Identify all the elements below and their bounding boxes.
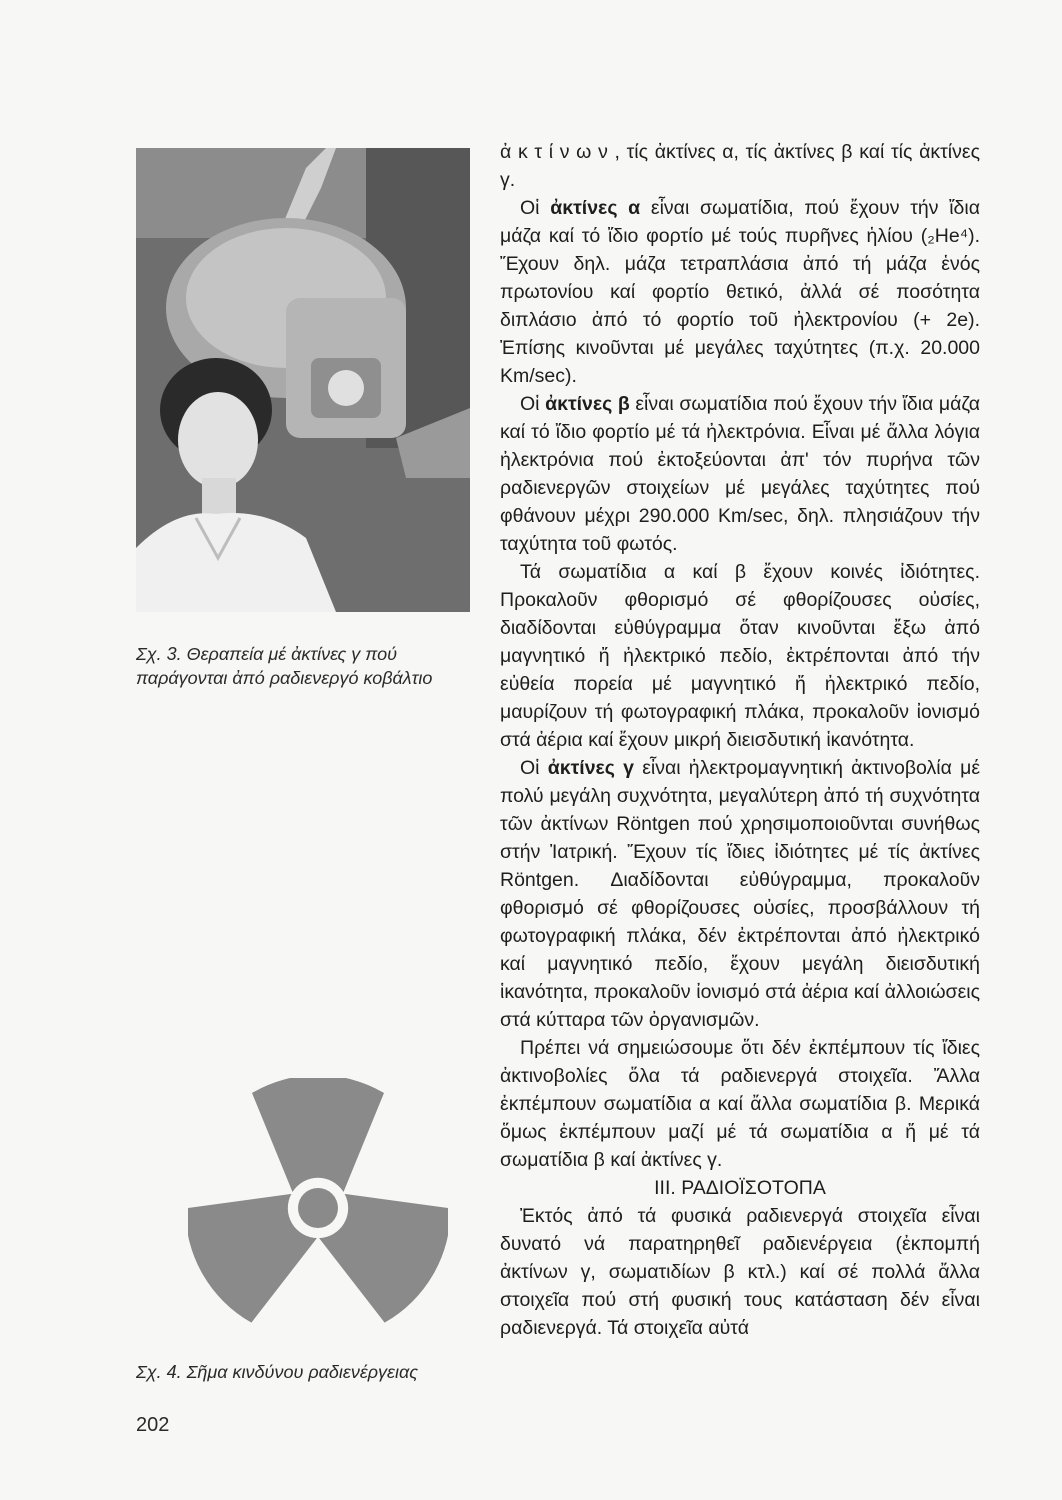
paragraph-gamma-term: ἀκτίνες γ [547,757,634,779]
paragraph-beta-lead: Οἱ [520,393,540,415]
radiation-hazard-icon [188,1078,448,1338]
paragraph-alpha [500,194,980,390]
therapy-photo-illustration [136,148,470,612]
paragraph-gamma [500,754,980,1034]
therapy-photo [136,148,470,612]
body-text-column [500,138,980,1342]
page-number: 202 [136,1414,170,1436]
paragraph-beta-body: εἶναι σωματίδια πού ἔχουν τήν ἴδια μάζα καί τό ἴδιο φορτίο μέ τά ἠλεκτρόνια. Εἶναι μέ ἄλλα λόγια ἠλεκτρόνια πού ἐκτοξεύονται ἀπ' τόν πυρήνα τῶν ραδιενεργῶν στοιχείων μέ μεγάλες ταχύτητες πού φθάνουν μέχρι 290.000 Km/sec, δηλ. πλησιάζουν τήν ταχύτητα τοῦ φωτός. [500,393,980,555]
paragraph-1: ἀ κ τ ί ν ω ν , τίς ἀκτίνες α, τίς ἀκτίνες β καί τίς ἀκτίνες γ. [500,141,980,191]
paragraph-emissions: Πρέπει νά σημειώσουμε ὅτι δέν ἐκπέμπουν τίς ἴδιες ἀκτινοβολίες ὅλα τά ραδιενεργά στοιχεῖα. Ἄλλα ἐκπέμπουν σωματίδια α καί ἄλλα σωματίδια β. Μερικά ὅμως ἐκπέμπουν μαζί μέ τά σωματίδια α ἤ μέ τά σωματίδια β καί ἀκτίνες γ. [500,1037,980,1171]
paragraph-beta-term: ἀκτίνες β [545,393,630,415]
paragraph-alpha-term: ἀκτίνες α [550,197,641,219]
paragraph-gamma-lead: Οἱ [520,757,540,779]
paragraph-alpha-body: εἶναι σωματίδια, πού ἔχουν τήν ἴδια μάζα καί τό ἴδιο φορτίο μέ τούς πυρῆνες ἡλίου (₂He⁴). Ἔχουν δηλ. μάζα τετραπλάσια ἀπό τή μάζα ἑνός πρωτονίου καί φορτίο θετικό, ἀλλά σέ ποσότητα διπλάσιο ἀπό τό φορτίο τοῦ ἠλεκτρονίου (+ 2e). Ἐπίσης κινοῦνται μέ μεγάλες ταχύτητες (π.χ. 20.000 Km/sec). [500,197,981,387]
paragraph-common-properties: Τά σωματίδια α καί β ἔχουν κοινές ἰδιότητες. Προκαλοῦν φθορισμό σέ φθορίζουσες οὐσίες, διαδίδονται εὐθύγραμμα ὅταν κινοῦνται ἔξω ἀπό μαγνητικό ἤ ἠλεκτρικό πεδίο, ἐκτρέπονται ἀπό τήν εὐθεία πορεία μέ μαγνητικό ἤ ἠλεκτρικό πεδίο, μαυρίζουν τή φωτογραφική πλάκα, προκαλοῦν ἰονισμό στά ἀέρια καί ἔχουν μικρή διεισδυτική ἱκανότητα. [500,561,980,751]
figure-3-caption: Σχ. 3. Θεραπεία μέ ἀκτίνες γ πού παράγονται ἀπό ραδιενεργό κοβάλτιο [136,644,433,688]
paragraph-beta [500,390,980,558]
paragraph-radioisotopes: Ἐκτός ἀπό τά φυσικά ραδιενεργά στοιχεῖα εἶναι δυνατό νά παρατηρηθεῖ ραδιενέργεια (ἐκπομπή ἀκτίνων γ, σωματιδίων β κτλ.) καί σέ πολλά ἄλλα στοιχεῖα πού στή φυσική τους κατάσταση δέν εἶναι ραδιενεργά. Τά στοιχεῖα αὐτά [500,1205,980,1339]
radiation-trefoil [188,1078,448,1338]
paragraph-gamma-body: εἶναι ἠλεκτρομαγνητική ἀκτινοβολία μέ πολύ μεγάλη συχνότητα, μεγαλύτερη ἀπό τή συχνότητα τῶν ἀκτίνων Röntgen πού χρησιμοποιοῦνται συνήθως στήν Ἰατρική. Ἔχουν τίς ἴδιες ἰδιότητες μέ τίς ἀκτίνες Röntgen. Διαδίδονται εὐθύγραμμα, προκαλοῦν φθορισμό σέ φθορίζουσες οὐσίες, προσβάλλουν τή φωτογραφική πλάκα, δέν ἐκτρέπονται ἀπό ἠλεκτρικό καί μαγνητικό πεδίο, ἔχουν μεγάλη διεισδυτική ἱκανότητα, προκαλοῦν ἰονισμό στά ἀέρια καί ἀλλοιώσεις στά κύτταρα τῶν ὀργανισμῶν. [500,757,981,1031]
paragraph-alpha-lead: Οἱ [520,197,540,219]
section-heading: III. ΡΑΔΙΟΪΣΟΤΟΠΑ [654,1177,826,1199]
figure-4-caption: Σχ. 4. Σῆμα κινδύνου ραδιενέργειας [136,1362,418,1382]
